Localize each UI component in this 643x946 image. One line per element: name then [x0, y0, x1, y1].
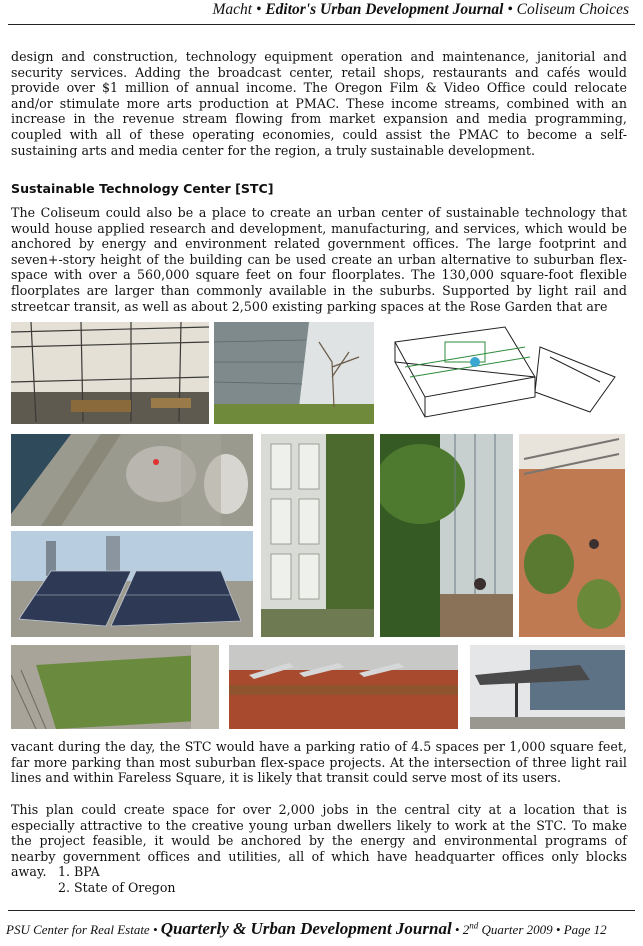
list-item: 1. BPA: [58, 864, 100, 879]
section-heading: Sustainable Technology Center [STC]: [11, 181, 274, 196]
footer-page: Page 12: [563, 922, 607, 937]
footer-journal: Quarterly & Urban Development Journal: [160, 919, 452, 938]
running-header: Macht • Editor's Urban Development Journal • Coliseum Choices: [212, 1, 629, 18]
footer-quarter-sup: nd: [469, 920, 479, 931]
photo-sedum-roof: [229, 645, 458, 729]
paragraph-jobs: This plan could create space for over 2,000 jobs in the central city at a location that is especially attractive to the creative young urban dwellers likely to work at the STC. To make the project feasible, it would be anchored by the energy and environmental programs of nearby government offices and utilities, all of which have headquarter offices only blocks away.: [11, 802, 627, 880]
header-journal: Editor's Urban Development Journal: [265, 1, 504, 18]
photo-aerial-site: [11, 434, 253, 526]
diagram-building-wireframe: [385, 322, 625, 424]
footer-quarter: Quarter 2009: [481, 922, 553, 937]
header-rule: [8, 24, 635, 25]
paragraph-parking: vacant during the day, the STC would have a parking ratio of 4.5 spaces per 1,000 square feet, far more parking than most suburban flex-space projects. At the intersection of three light rail lines and within Fareless Square, it is likely that transit could serve most of its users.: [11, 739, 627, 786]
photo-courtyard-pergola: [519, 434, 625, 637]
photo-industrial-interior: [11, 322, 209, 424]
paragraph-stc-intro: The Coliseum could also be a place to create an urban center of sustainable technology that would house applied research and development, manufacturing, and services, which would be anchored by energy and environment related government offices. The large footprint and seven+-story height of the building can be used create an urban alternative to suburban flex-space with over a 560,000 square feet on four floorplates. The 130,000 square-foot flexible floorplates are larger than commonly available in the suburbs. Supported by light rail and streetcar transit, as well as about 2,500 existing parking spaces at the Rose Garden that are: [11, 205, 627, 314]
photo-glass-building-trees: [214, 322, 374, 424]
photo-atrium-plants: [380, 434, 513, 637]
header-section: Coliseum Choices: [516, 1, 629, 18]
photo-modern-canopy: [470, 645, 625, 729]
footer-org: PSU Center for Real Estate: [6, 922, 150, 937]
paragraph-arts-income: design and construction, technology equipment operation and maintenance, janitorial and security services. Adding the broadcast center, retail shops, restaurants and cafés would provide over $1 million of annual income. The Oregon Film & Video Office could relocate and/or stimulate more arts production at PMAC. These income streams, combined with an increase in the revenue stream flowing from market expansion and media programming, coupled with all of these operating economies, could assist the PMAC to become a self-sustaining arts and media center for the region, a truly sustainable development.: [11, 49, 627, 158]
footer-rule: [8, 910, 635, 911]
header-author: Macht: [212, 1, 253, 18]
anchor-list: [58, 864, 176, 895]
photo-solar-panels: [11, 531, 253, 637]
running-footer: PSU Center for Real Estate • Quarterly & Urban Development Journal • 2nd Quarter 2009 • Page 12: [6, 919, 607, 938]
footer-quarter-num: 2: [462, 922, 470, 937]
photo-green-wall-facade: [261, 434, 374, 637]
list-item: 2. State of Oregon: [58, 879, 176, 895]
photo-green-roof-building: [11, 645, 219, 729]
